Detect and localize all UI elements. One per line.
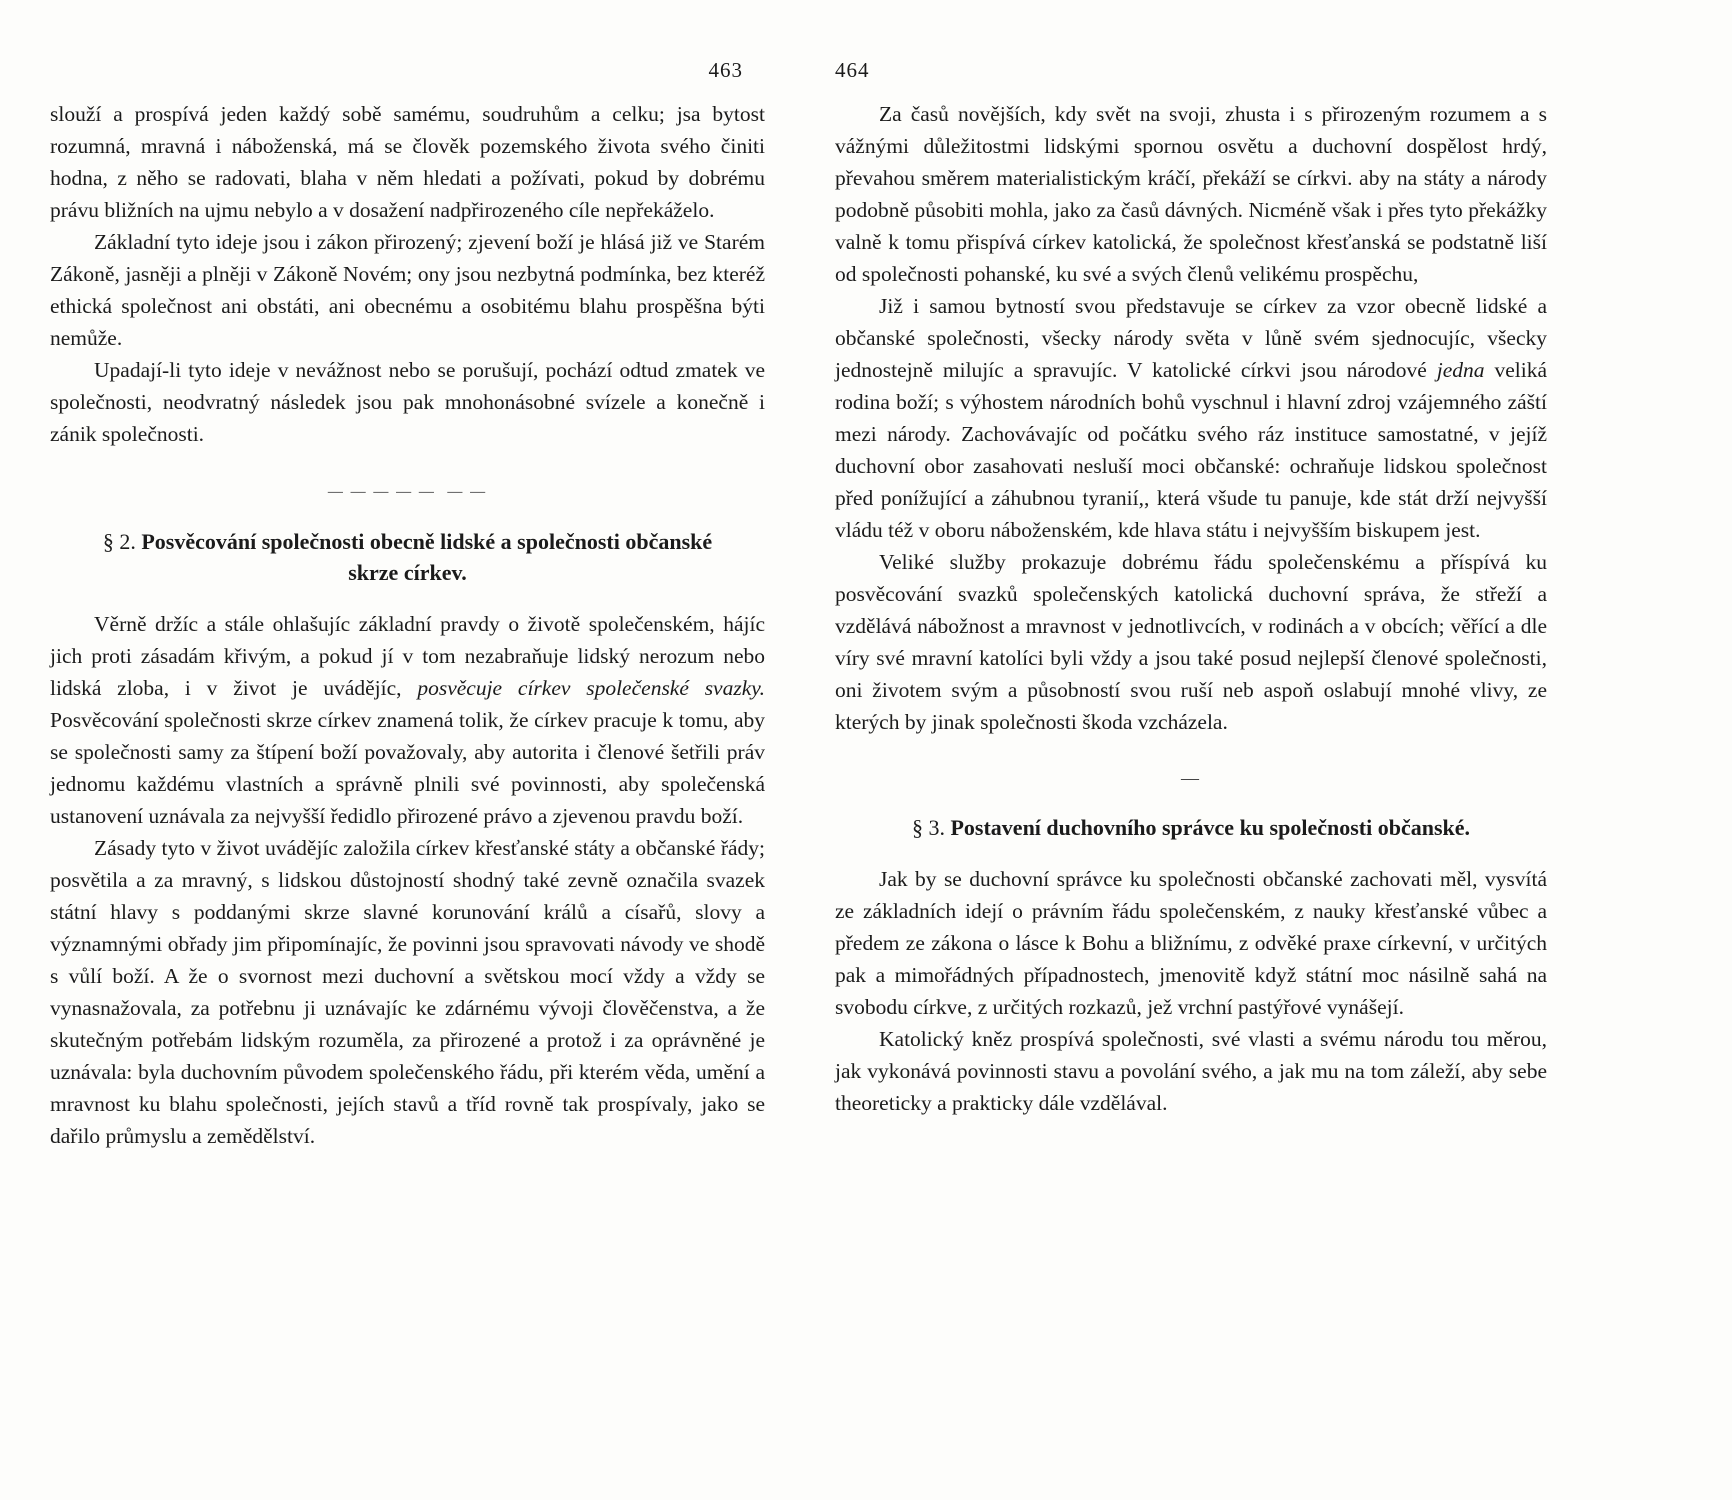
paragraph [835, 863, 1547, 1023]
page-right-content [835, 98, 1547, 1119]
paragraph [835, 546, 1547, 738]
text-run: Základní tyto ideje jsou i zákon přirozený; zjevení boží je hlásá již ve Starém Zákoně, jasněji a plněji v Zákoně Novém; ony jsou nezbytná podmínka, bez kteréž ethická společnost ani obstáti, ani obecnému a osobitému blahu prospěšna býti nemůže. [50, 230, 765, 350]
text-run: Již i samou bytností svou představuje se církev za vzor obecně lidské a občanské společnosti, všecky národy světa v lůně svém sjednocujíc, všecky jednostejně milujíc a spravujíc. V katolické církvi jsou národové [835, 294, 1547, 382]
section-title: Posvěcování společnosti obecně lidské a společnosti občanské skrze církev. [141, 529, 713, 585]
paragraph [50, 832, 765, 1152]
section-divider: — — — — — — — [327, 484, 488, 500]
section-title: Postavení duchovního správce ku společnosti občanské. [950, 815, 1471, 840]
page-left-content [50, 98, 765, 1152]
section-number: § 2. [102, 529, 142, 554]
text-run: Jak by se duchovní správce ku společnosti občanské zachovati měl, vysvítá ze základních idejí o právním řádu společenském, z nauky křesťanské vůbec a předem ze zákona o lásce k Bohu a bližnímu, z odvěké praxe církevní, v určitých pak a mimořádných případnostech, jmenovitě když státní moc násilně sahá na svobodu církve, z určitých rozkazů, jež vrchní pastýřové vynášejí. [835, 867, 1547, 1019]
text-run: Katolický kněz prospívá společnosti, své vlasti a svému národu tou měrou, jak vykonává povinnosti stavu a povolání svého, a jak mu na tom záleží, aby sebe theoreticky a prakticky dále vzdělával. [835, 1027, 1547, 1115]
page-number-left: 463 [708, 58, 743, 82]
page-number-right: 464 [835, 58, 870, 82]
paragraph [835, 98, 1547, 290]
paragraph [835, 290, 1547, 546]
paragraph [50, 98, 765, 226]
page-464 [835, 58, 1547, 1152]
italic-phrase: jedna [1436, 358, 1485, 382]
section-heading [80, 526, 735, 588]
text-run: veliká rodina boží; s výhostem národních bohů vyschnul i hlavní zdroj vzájemného záští mezi národy. Zachovávajíc od počátku svého ráz instituce samostatné, v jejíž duchovní obor zasahovati nesluší moci občanské: ochraňuje lidskou společnost před ponížující a záhubnou tyranií,, která všude tu panuje, kde stát drží nejvyšší vládu též v oboru náboženském, kde hlava státu i nejvyšším biskupem jest. [835, 358, 1547, 542]
paragraph [50, 354, 765, 450]
text-run: Veliké služby prokazuje dobrému řádu společenskému a příspívá ku posvěcování svazků společenských katolická duchovní správa, že střeží a vzdělává nábožnost a mravnost v jednotlivcích, v rodinách a v obcích; věřící a dle víry své mravní katolíci byli vždy a jsou také posud nejlepší členové společnosti, oni životem svým a působností svou ruší neb aspoň oslabují mnohé vlivy, ze kterých by jinak společnosti škoda vzcházela. [835, 550, 1547, 734]
section-number: § 3. [911, 815, 951, 840]
page-463 [50, 58, 765, 1152]
text-run: Posvěcování společnosti skrze církev znamená tolik, že církev pracuje k tomu, aby se společnosti samy za štípení boží považovaly, aby autorita i členové šetřili práv jednomu každému vlastních a správně plnili své povinnosti, aby společenská ustanovení uznávala za nejvyšší ředidlo přirozené právo a zjevenou pravdu boží. [50, 708, 765, 828]
text-run: Věrně držíc a stále ohlašujíc základní pravdy o životě společenském, hájíc jich proti zásadám křivým, a pokud jí v tom nezabraňuje lidský nerozum nebo lidská zloba, i v život je uvádějíc, [50, 612, 765, 700]
text-run: Zásady tyto v život uvádějíc založila církev křesťanské státy a občanské řády; posvětila a za mravný, s lidskou důstojností shodný také zevně označila svazek státní hlavy s poddanými skrze slavné korunování králů a císařů, slovy a významnými obřady jim připomínajíc, že povinni jsou spravovati návody ve shodě s vůlí boží. A že o svornost mezi duchovní a světskou mocí vždy a vždy se vynasnažovala, za potřebnu ji uznávajíc ke zdárnému vývoji člověčenstva, a že skutečným potřebám lidským rozuměla, za přirozené a protož i za oprávněné je uznávala: byla duchovním původem společenského řádu, při kterém věda, umění a mravnost ku blahu společnosti, jejích stavů a tříd rovně tak prospívaly, jako se dařilo průmyslu a zemědělství. [50, 836, 765, 1148]
italic-phrase: posvěcuje církev společenské svazky. [417, 676, 765, 700]
text-run: Za časů novějších, kdy svět na svoji, zhusta i s přirozeným rozumem a s vážnými důležitostmi lidskými spornou osvětu a duchovní dospělost hrdý, převahou směrem materialistickým kráčí, překáží se církvi. aby na státy a národy podobně působiti mohla, jako za časů dávných. Nicméně však i přes tyto překážky valně k tomu přispívá církev katolická, že společnost křesťanská se podstatně liší od společnosti pohanské, ku své a svých členů velikému prospěchu, [835, 102, 1547, 286]
section-heading [865, 812, 1517, 843]
paragraph [50, 608, 765, 832]
paragraph [835, 1023, 1547, 1119]
text-run: Upadají-li tyto ideje v nevážnost nebo se porušují, pochází odtud zmatek ve společnosti, neodvratný následek jsou pak mnohonásobné svízele a konečně i zánik společnosti. [50, 358, 765, 446]
section-divider: — [1181, 768, 1201, 788]
paragraph [50, 226, 765, 354]
text-run: slouží a prospívá jeden každý sobě samému, soudruhům a celku; jsa bytost rozumná, mravná i náboženská, má se člověk pozemského života svého činiti hodna, z něho se radovati, blaha v něm hledati a požívati, pokud by dobrému právu bližních na ujmu nebylo a v dosažení nadpřirozeného cíle nepřekáželo. [50, 102, 765, 222]
